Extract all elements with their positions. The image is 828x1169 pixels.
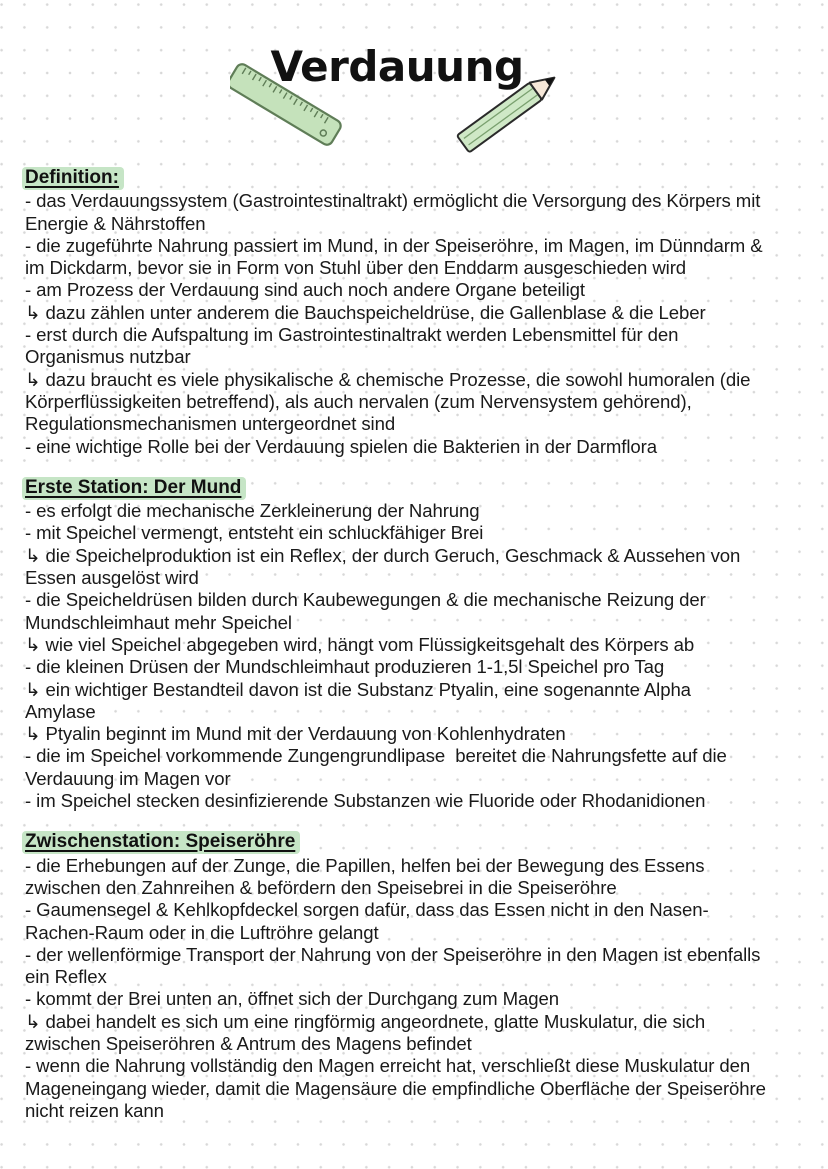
note-line: - die kleinen Drüsen der Mundschleimhaut produzieren 1-1,5l Speichel pro Tag — [25, 656, 665, 678]
note-line: - wenn die Nahrung vollständig den Magen erreicht hat, verschließt diese Muskulatur den — [25, 1055, 751, 1077]
section-erste-station-der-mund — [25, 477, 815, 812]
note-line: - es erfolgt die mechanische Zerkleinerung der Nahrung — [25, 500, 480, 522]
page-title: Verdauung — [270, 42, 524, 91]
note-line: Rachen-Raum oder in die Luftröhre gelangt — [25, 921, 379, 943]
note-line: - die im Speichel vorkommende Zungengrundlipase bereitet die Nahrungsfette auf die — [25, 745, 727, 767]
pencil-icon — [455, 72, 575, 162]
note-line: zwischen Speiseröhren & Antrum des Magens befindet — [25, 1032, 472, 1054]
section-lines — [25, 190, 815, 458]
note-line: ↳ dazu zählen unter anderem die Bauchspeicheldrüse, die Gallenblase & die Leber — [25, 301, 706, 323]
note-line: Körperflüssigkeiten betreffend), als auch nervalen (zum Nervensystem gehörend), — [25, 390, 692, 412]
note-line: ↳ dabei handelt es sich um eine ringförmig angeordnete, glatte Muskulatur, die sich — [25, 1010, 706, 1032]
note-line: ↳ ein wichtiger Bestandteil davon ist die Substanz Ptyalin, eine sogenannte Alpha — [25, 678, 691, 700]
note-line: Organismus nutzbar — [25, 346, 191, 368]
note-line: - die Erhebungen auf der Zunge, die Papillen, helfen bei der Bewegung des Essens — [25, 854, 705, 876]
notes-content — [25, 167, 815, 1141]
note-line: - am Prozess der Verdauung sind auch noch andere Organe beteiligt — [25, 279, 585, 301]
section-lines — [25, 855, 815, 1123]
section-definition — [25, 167, 815, 458]
note-line: - die zugeführte Nahrung passiert im Mund, in der Speiseröhre, im Magen, im Dünndarm & — [25, 234, 763, 256]
title-area — [0, 0, 828, 165]
note-line: Verdauung im Magen vor — [25, 767, 231, 789]
note-line: - das Verdauungssystem (Gastrointestinaltrakt) ermöglicht die Versorgung des Körpers mit — [25, 190, 761, 212]
section-lines — [25, 500, 815, 812]
section-heading: Erste Station: Der Mund — [22, 477, 246, 500]
note-line: - die Speicheldrüsen bilden durch Kaubewegungen & die mechanische Reizung der — [25, 589, 706, 611]
note-line: ↳ wie viel Speichel abgegeben wird, hängt vom Flüssigkeitsgehalt des Körpers ab — [25, 633, 695, 655]
note-line: - der wellenförmige Transport der Nahrung von der Speiseröhre in den Magen ist ebenfalls — [25, 943, 761, 965]
note-line: Mundschleimhaut mehr Speichel — [25, 611, 292, 633]
note-line: - eine wichtige Rolle bei der Verdauung spielen die Bakterien in der Darmflora — [25, 435, 657, 457]
section-heading-row — [25, 477, 815, 500]
note-line: - im Speichel stecken desinfizierende Substanzen wie Fluoride oder Rhodanidionen — [25, 790, 706, 812]
note-line: - erst durch die Aufspaltung im Gastrointestinaltrakt werden Lebensmittel für den — [25, 324, 679, 346]
note-line: Energie & Nährstoffen — [25, 212, 206, 234]
note-line: Mageneingang wieder, damit die Magensäure die empfindliche Oberfläche der Speiseröhre — [25, 1077, 766, 1099]
note-line: ↳ die Speichelproduktion ist ein Reflex, der durch Geruch, Geschmack & Aussehen von — [25, 544, 741, 566]
note-line: ↳ dazu braucht es viele physikalische & chemische Prozesse, die sowohl humoralen (die — [25, 368, 751, 390]
section-heading-row — [25, 831, 815, 854]
note-line: Amylase — [25, 700, 96, 722]
note-line: Essen ausgelöst wird — [25, 567, 199, 589]
note-line: ↳ Ptyalin beginnt im Mund mit der Verdauung von Kohlenhydraten — [25, 723, 566, 745]
note-line: nicht reizen kann — [25, 1099, 164, 1121]
note-line: ein Reflex — [25, 966, 107, 988]
note-line: Regulationsmechanismen untergeordnet sind — [25, 413, 396, 435]
section-heading: Definition: — [22, 167, 124, 190]
note-line: - Gaumensegel & Kehlkopfdeckel sorgen dafür, dass das Essen nicht in den Nasen- — [25, 899, 709, 921]
section-heading: Zwischenstation: Speiseröhre — [22, 831, 300, 854]
section-heading-row — [25, 167, 815, 190]
note-line: - kommt der Brei unten an, öffnet sich der Durchgang zum Magen — [25, 988, 559, 1010]
section-zwischenstation-speiseroehre — [25, 831, 815, 1122]
note-line: im Dickdarm, bevor sie in Form von Stuhl über den Enddarm ausgeschieden wird — [25, 257, 687, 279]
note-line: zwischen den Zahnreihen & befördern den Speisebrei in die Speiseröhre — [25, 876, 617, 898]
note-line: - mit Speichel vermengt, entsteht ein schluckfähiger Brei — [25, 522, 484, 544]
